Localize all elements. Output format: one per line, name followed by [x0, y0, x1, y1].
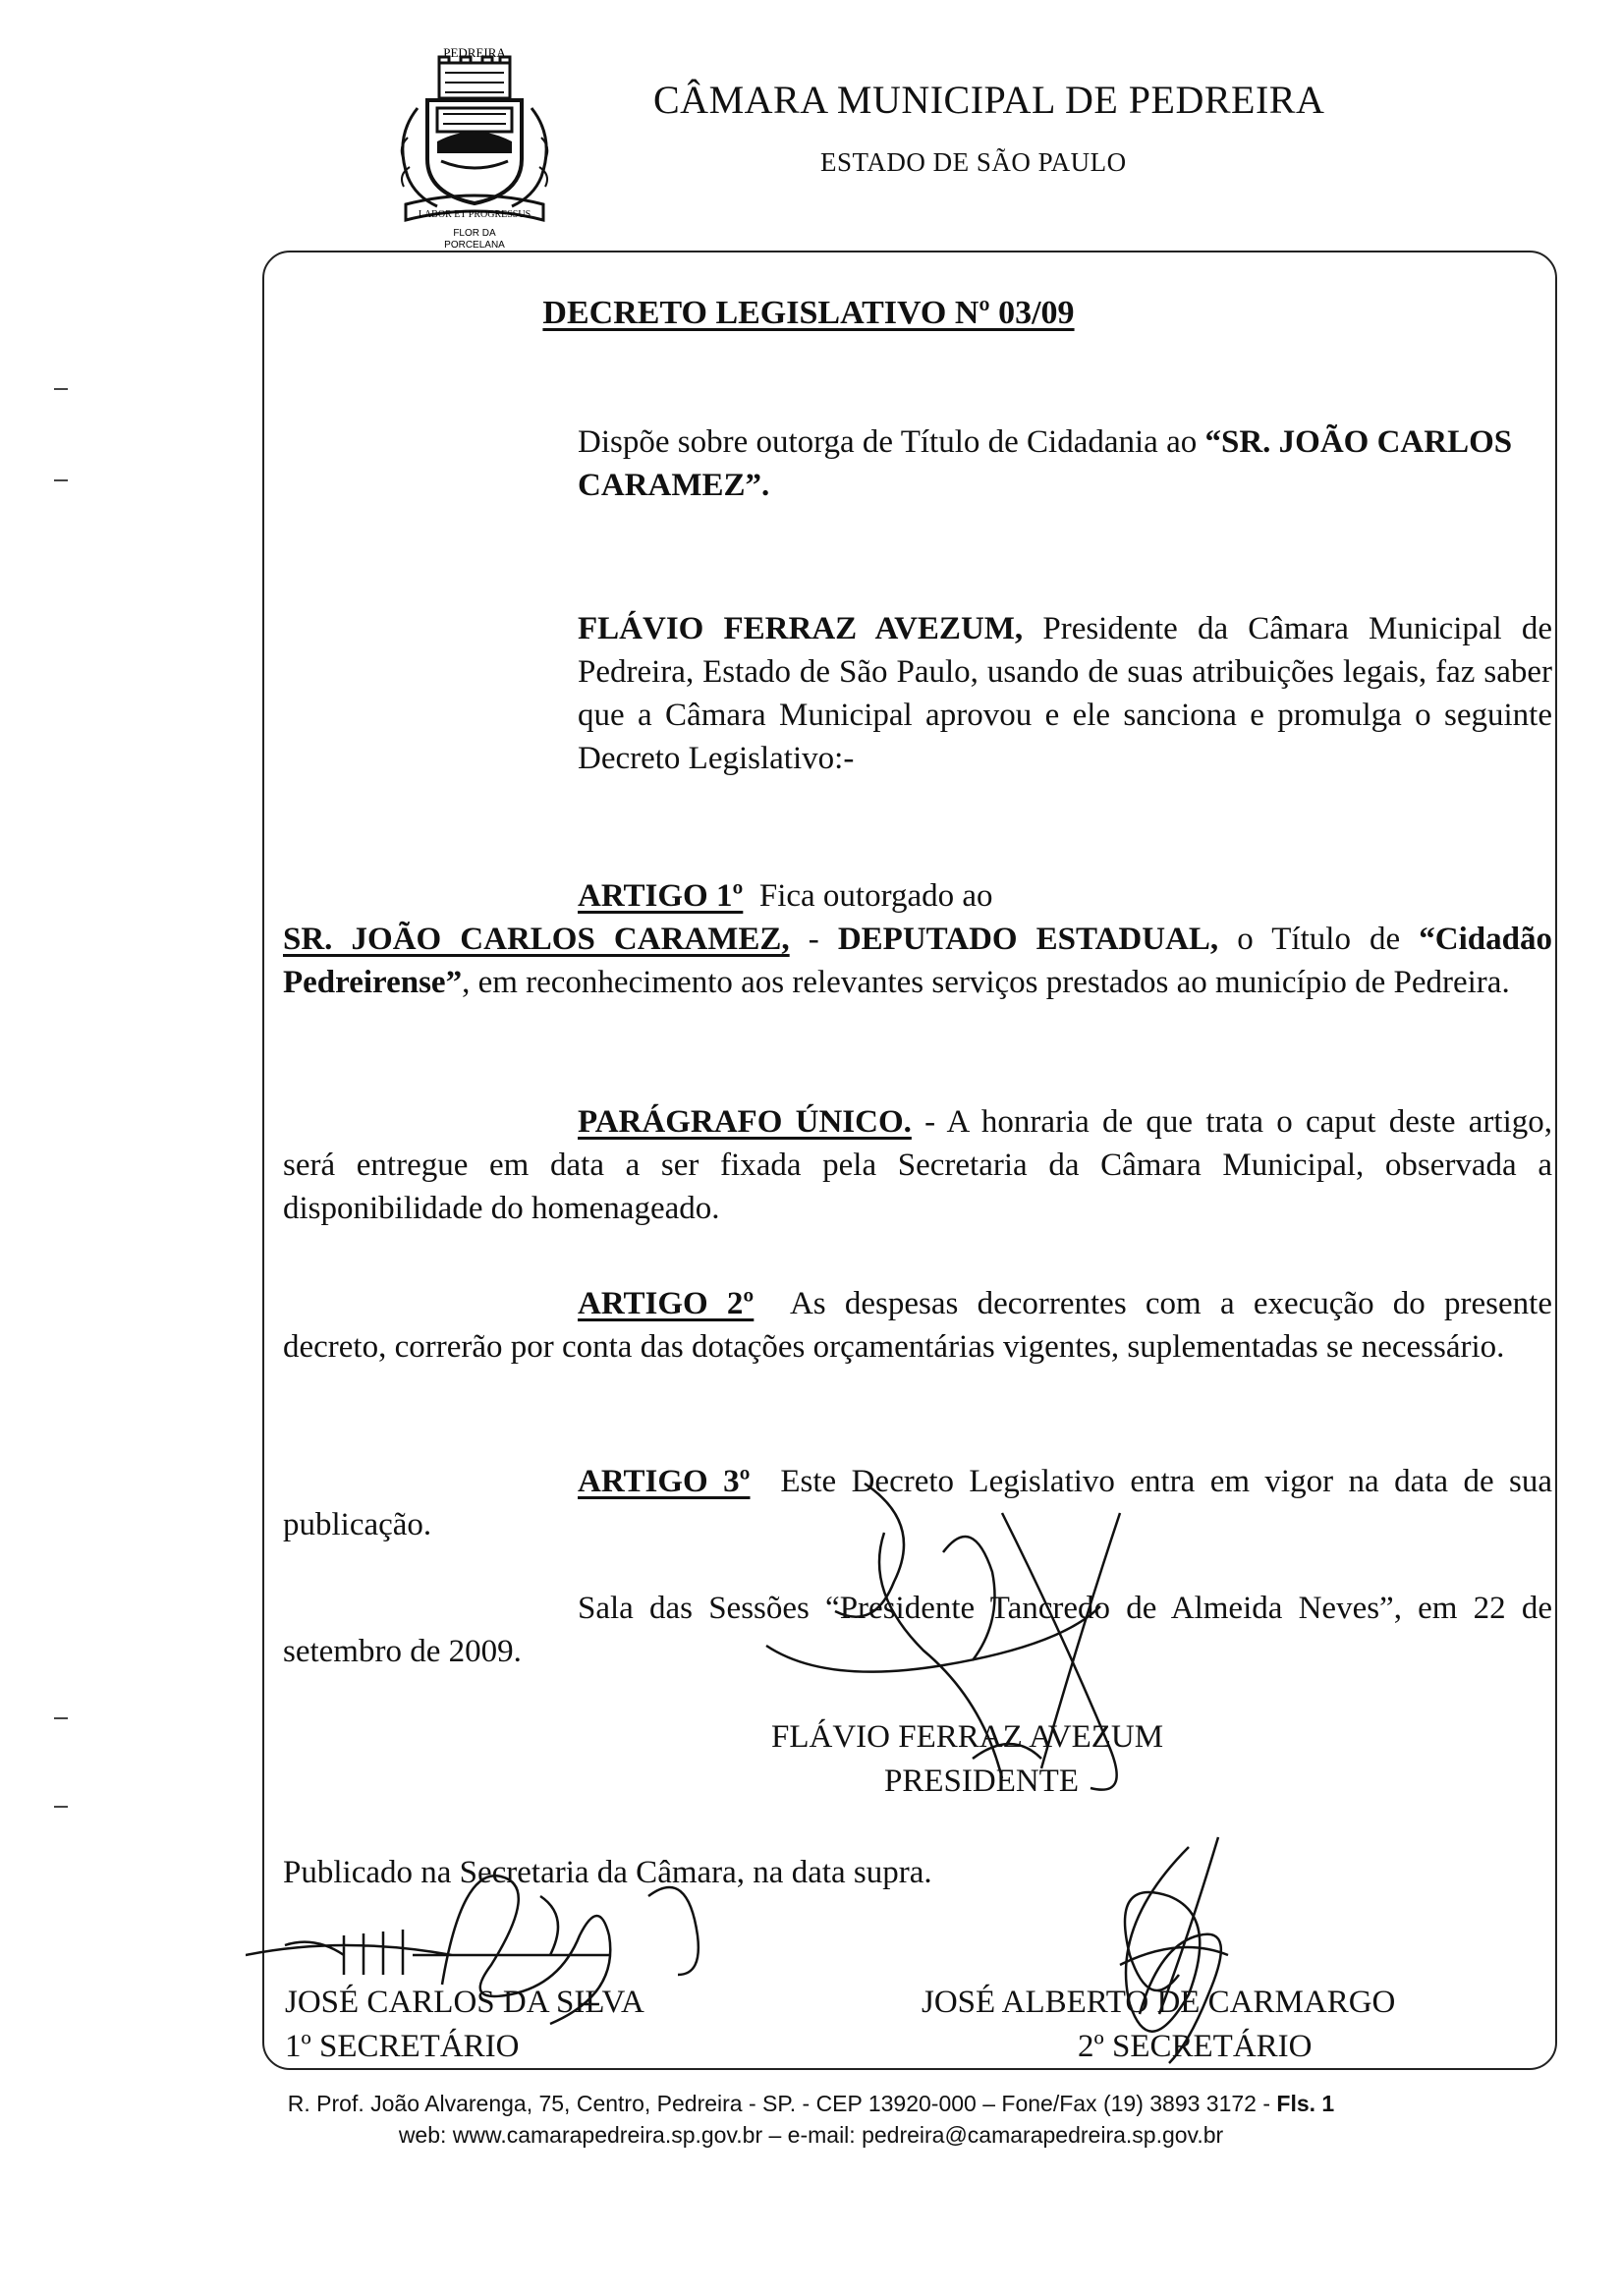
- document-title: [0, 295, 1622, 332]
- scan-mark: [54, 479, 68, 481]
- ementa-honoree: “SR. JOÃO CARLOS CARAMEZ”.: [578, 424, 1513, 503]
- ementa: [578, 420, 1552, 507]
- publication-note: Publicado na Secretaria da Câmara, na data supra.: [283, 1855, 932, 1890]
- article-3: [283, 1460, 1561, 1546]
- article-1-text: o Título de: [1218, 922, 1420, 957]
- article-1-role: DEPUTADO ESTADUAL,: [837, 922, 1219, 957]
- footer-address-text: R. Prof. João Alvarenga, 75, Centro, Pedreira - SP. - CEP 13920-000 – Fone/Fax (19) 3893 3172 -: [287, 2091, 1277, 2116]
- paragrafo-label: PARÁGRAFO ÚNICO.: [578, 1104, 912, 1140]
- footer-page-number: Fls. 1: [1276, 2091, 1335, 2116]
- article-1: [283, 874, 1552, 1004]
- president-role: PRESIDENTE: [884, 1764, 1079, 1799]
- footer-address: [0, 2091, 1622, 2117]
- session-date: [283, 1587, 1552, 1673]
- seal-text-bottom-2: PORCELANA: [444, 240, 505, 251]
- paragrafo-unico: [283, 1100, 1552, 1230]
- article-3-text: Este Decreto Legislativo entra em vigor na data de sua publicação.: [283, 1464, 1561, 1542]
- secretary-1-name: JOSÉ CARLOS DA SILVA: [285, 1985, 644, 2020]
- article-3-label: ARTIGO 3º: [578, 1464, 751, 1499]
- article-1-label: ARTIGO 1º: [578, 878, 744, 914]
- org-name: CÂMARA MUNICIPAL DE PEDREIRA: [653, 78, 1325, 122]
- article-1-intro: Fica outorgado ao: [743, 878, 1001, 914]
- preamble: [578, 607, 1552, 780]
- seal-motto: LABOR ET PROGRESSUS: [418, 209, 531, 220]
- scan-mark: [54, 1806, 68, 1808]
- article-1-title: “Cidadão Pedreirense”: [283, 922, 1552, 1000]
- article-2-label: ARTIGO 2º: [578, 1286, 755, 1321]
- article-1-text-rest: , em reconhecimento aos relevantes serviços prestados ao município de Pedreira.: [462, 965, 1510, 1000]
- org-state: ESTADO DE SÃO PAULO: [820, 147, 1127, 177]
- secretary-2-name: JOSÉ ALBERTO DE CARMARGO: [922, 1985, 1396, 2020]
- secretary-1-role: 1º SECRETÁRIO: [285, 2029, 520, 2064]
- scan-mark: [54, 388, 68, 390]
- article-2-text: As despesas decorrentes com a execução do presente decreto, correrão por conta das dotações orçamentárias vigentes, suplementadas se necessário.: [283, 1286, 1561, 1365]
- preamble-name: FLÁVIO FERRAZ AVEZUM,: [578, 611, 1024, 646]
- document-title-text: DECRETO LEGISLATIVO Nº 03/09: [542, 295, 1075, 331]
- seal-text-top: PEDREIRA: [443, 45, 506, 60]
- ementa-text: Dispõe sobre outorga de Título de Cidadania ao: [578, 424, 1205, 460]
- footer-contact: web: www.camarapedreira.sp.gov.br – e-mail: pedreira@camarapedreira.sp.gov.br: [398, 2122, 1224, 2148]
- secretary-2-role: 2º SECRETÁRIO: [1078, 2029, 1313, 2064]
- scan-mark: [54, 1717, 68, 1719]
- paragrafo-text: - A honraria de que trata o caput deste artigo, será entregue em data a ser fixada pela Secretaria da Câmara Municipal, observada a disponibilidade do homenageado.: [283, 1104, 1552, 1226]
- session-date-text: Sala das Sessões “Presidente Tancredo de Almeida Neves”, em 22 de setembro de 2009.: [283, 1591, 1552, 1669]
- municipal-seal-icon: [388, 39, 560, 251]
- president-name: FLÁVIO FERRAZ AVEZUM: [771, 1719, 1164, 1755]
- article-1-honoree: SR. JOÃO CARLOS CARAMEZ,: [283, 922, 790, 957]
- seal-text-bottom-1: FLOR DA: [453, 228, 496, 239]
- article-1-separator: -: [789, 922, 838, 957]
- article-2: [283, 1282, 1561, 1369]
- preamble-text: Presidente da Câmara Municipal de Pedreira, Estado de São Paulo, usando de suas atribuições legais, faz saber que a Câmara Municipal aprovou e ele sanciona e promulga o seguinte Decreto Legislativo:-: [578, 611, 1552, 776]
